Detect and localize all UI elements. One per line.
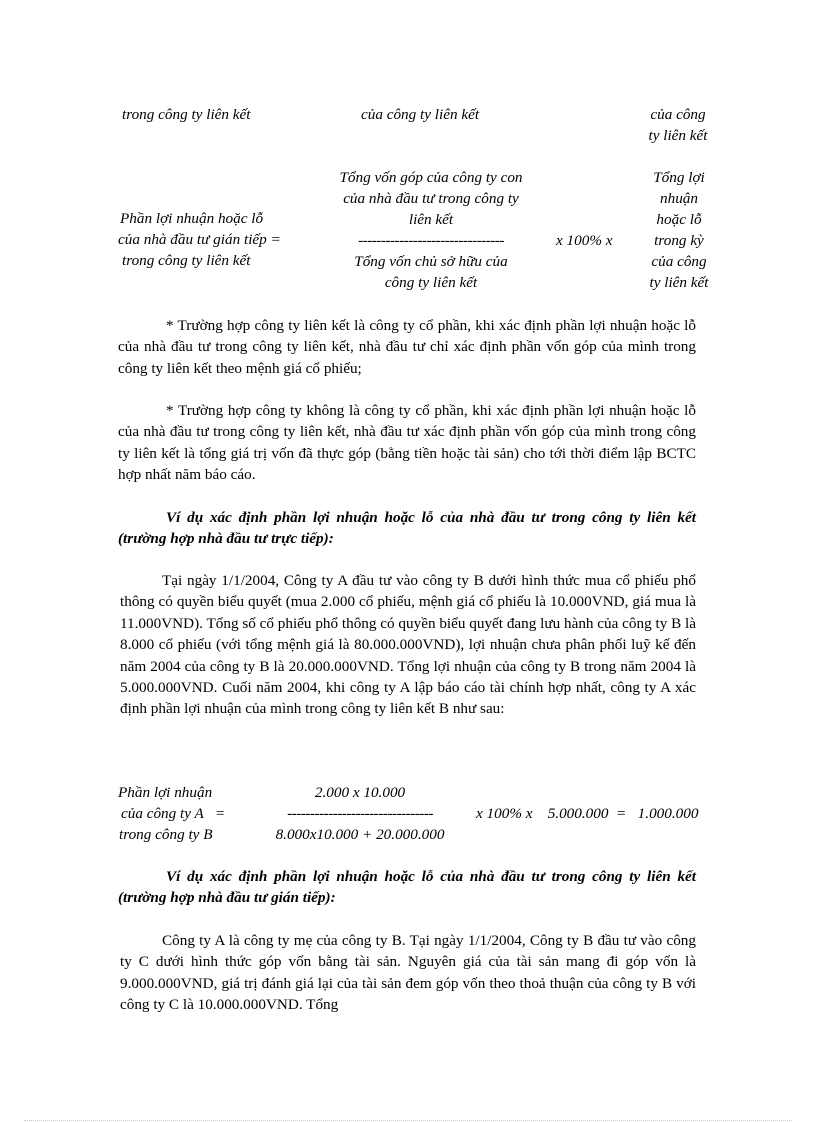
direct-formula-result: x 100% x 5.000.000 = 1.000.000	[476, 805, 699, 822]
indirect-formula-label: Phần lợi nhuận hoặc lỗ của nhà đầu tư gián tiếp = trong công ty liên kết	[118, 210, 281, 269]
top-row-middle: của công ty liên kết	[361, 106, 480, 123]
paragraph-indirect-example: Công ty A là công ty mẹ của công ty B. Tại ngày 1/1/2004, Công ty B đầu tư vào công ty C dưới hình thức góp vốn bằng tài sản. Nguyên giá của tài sản mang đi góp vốn là 9.000.000VND, giá trị đánh giá lại của tài sản đem góp vốn theo thoả thuận của công ty B với công ty C là 10.000.000VND. Tổng	[120, 932, 696, 1014]
numerator-line: 2.000 x 10.000	[314, 784, 406, 801]
direct-formula-fraction	[258, 782, 462, 845]
paragraph-direct-example: Tại ngày 1/1/2004, Công ty A đầu tư vào công ty B dưới hình thức mua cổ phiếu phổ thông có quyền biểu quyết (mua 2.000 cổ phiếu, mệnh giá cổ phiếu là 10.000VND, giá mua là 11.000VND). Tổng số cổ phiếu phổ thông có quyền biểu quyết đang lưu hành của công ty B là 8.000 cổ phiếu (với tổng mệnh giá là 80.000.000VND), lợi nhuận chưa phân phối luỹ kế đến năm 2004 của công ty B là 20.000.000VND. Tổng lợi nhuận của công ty B trong năm 2004 là 5.000.000VND. Cuối năm 2004, khi công ty A lập báo cáo tài chính hợp nhất, công ty A xác định phần lợi nhuận của mình trong công ty liên kết B như sau:	[120, 572, 696, 718]
numerator-line: của nhà đầu tư trong công ty	[343, 190, 519, 207]
indirect-formula-fraction	[318, 167, 544, 293]
denominator-line: 8.000x10.000 + 20.000.000	[275, 826, 445, 843]
fraction-bar: --------------------------------	[287, 805, 433, 822]
paragraph-non-joint-stock: * Trường hợp công ty không là công ty cổ phần, khi xác định phần lợi nhuận hoặc lỗ của nhà đầu tư trong công ty liên kết, nhà đầu tư xác định phần vốn góp của mình trong công ty liên kết là tổng giá trị vốn đã thực góp (bằng tiền hoặc tài sản) cho tới thời điểm lập BCTC hợp nhất năm báo cáo.	[118, 402, 696, 484]
denominator-line: Tổng vốn chủ sở hữu của	[354, 253, 508, 270]
direct-formula-label: Phần lợi nhuận của công ty A = trong công ty B	[118, 784, 226, 843]
fraction-bar: --------------------------------	[358, 232, 504, 249]
numerator-line: liên kết	[408, 211, 454, 228]
heading-indirect-example: Ví dụ xác định phần lợi nhuận hoặc lỗ của nhà đầu tư trong công ty liên kết (trường hợp nhà đầu tư gián tiếp):	[118, 868, 696, 907]
top-row-left: trong công ty liên kết	[122, 106, 251, 123]
heading-direct-example: Ví dụ xác định phần lợi nhuận hoặc lỗ của nhà đầu tư trong công ty liên kết (trường hợp nhà đầu tư trực tiếp):	[118, 509, 696, 548]
top-row-right: của công ty liên kết	[648, 106, 708, 144]
indirect-formula-right: Tổng lợi nhuận hoặc lỗ trong kỳ của công ty liên kết	[649, 169, 709, 291]
denominator-line: công ty liên kết	[384, 274, 478, 291]
indirect-formula-multiplier: x 100% x	[556, 232, 613, 249]
page-bottom-divider	[24, 1120, 792, 1121]
paragraph-joint-stock: * Trường hợp công ty liên kết là công ty cổ phần, khi xác định phần lợi nhuận hoặc lỗ của nhà đầu tư trong công ty liên kết, nhà đầu tư chỉ xác định phần vốn góp của mình trong công ty liên kết theo mệnh giá cổ phiếu;	[118, 317, 696, 377]
numerator-line: Tổng vốn góp của công ty con	[339, 169, 523, 186]
